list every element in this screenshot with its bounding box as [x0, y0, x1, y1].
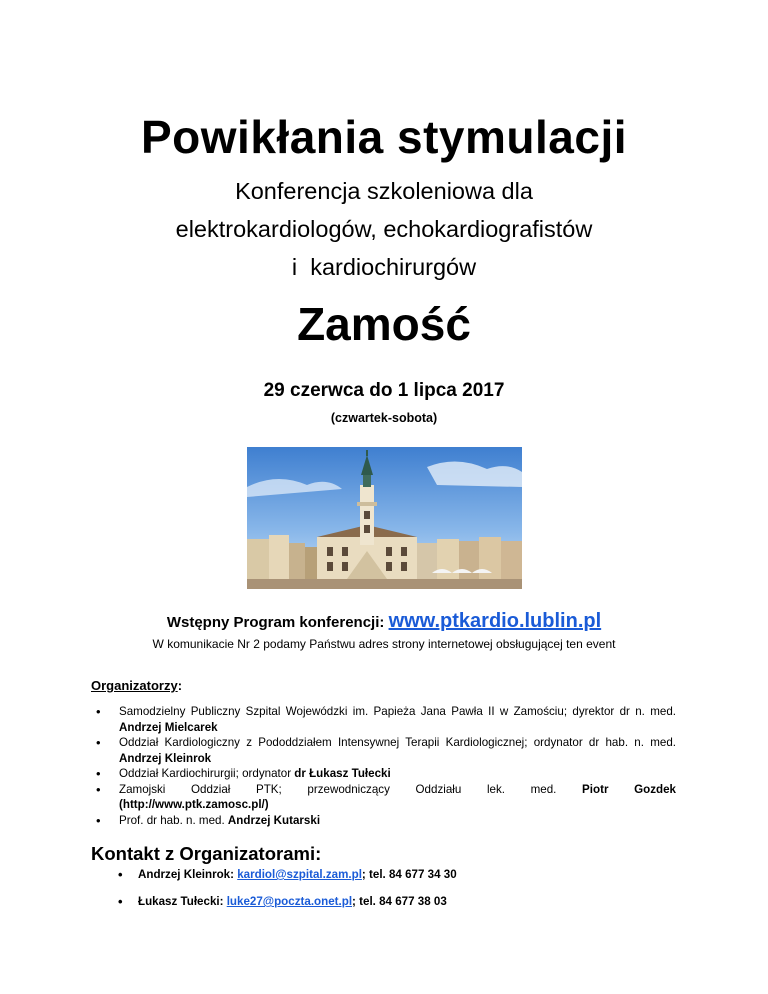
program-link[interactable]: www.ptkardio.lublin.pl: [388, 610, 602, 632]
list-item: • Oddział Kardiologiczny z Pododdziałem Intensywnej Terapii Kardiologicznej; ordynator dr hab. n. med. Andrzej Kleinrok: [91, 735, 676, 766]
email-link[interactable]: kardiol@szpital.zam.pl: [237, 868, 362, 881]
program-line: [0, 610, 768, 633]
subtitle: [90, 172, 678, 286]
ptk-url: (http://www.ptk.zamosc.pl/): [119, 798, 269, 811]
organizers-heading: Organizatorzy:: [91, 678, 183, 693]
contact-list: [118, 868, 457, 922]
event-date: 29 czerwca do 1 lipca 2017: [263, 380, 505, 401]
contact-item: • Andrzej Kleinrok: kardiol@szpital.zam.pl; tel. 84 677 34 30: [118, 868, 457, 895]
organizers-list: [91, 704, 676, 828]
contact-item: • Łukasz Tułecki: luke27@poczta.onet.pl; tel. 84 677 38 03: [118, 895, 457, 922]
page-title: Powikłania stymulacji: [140, 111, 628, 163]
list-item: [91, 782, 676, 813]
contact-heading: Kontakt z Organizatorami:: [91, 843, 322, 864]
list-item: • Samodzielny Publiczny Szpital Wojewódzki im. Papieża Jana Pawła II w Zamościu; dyrektor dr n. med. Andrzej Mielcarek: [91, 704, 676, 735]
subtitle-line: i kardiochirurgów: [291, 254, 477, 280]
list-item: • Prof. dr hab. n. med. Andrzej Kutarski: [91, 813, 676, 829]
city-heading: Zamość: [297, 298, 471, 350]
email-link[interactable]: luke27@poczta.onet.pl: [226, 895, 353, 908]
list-item: • Oddział Kardiochirurgii; ordynator dr Łukasz Tułecki: [91, 766, 676, 782]
event-days: (czwartek-sobota): [330, 411, 438, 425]
program-note: W komunikacie Nr 2 podamy Państwu adres strony internetowej obsługującej ten event: [152, 637, 616, 651]
town-hall-photo: [247, 447, 522, 589]
program-label: Wstępny Program konferencji:: [166, 614, 389, 631]
justified-line: • Zamojski Oddział PTK; przewodniczący Oddziału lek. med. Piotr Gozdek: [119, 782, 676, 796]
subtitle-line: Konferencja szkoleniowa dla: [235, 178, 533, 204]
subtitle-line: elektrokardiologów, echokardiografistów: [175, 216, 593, 242]
